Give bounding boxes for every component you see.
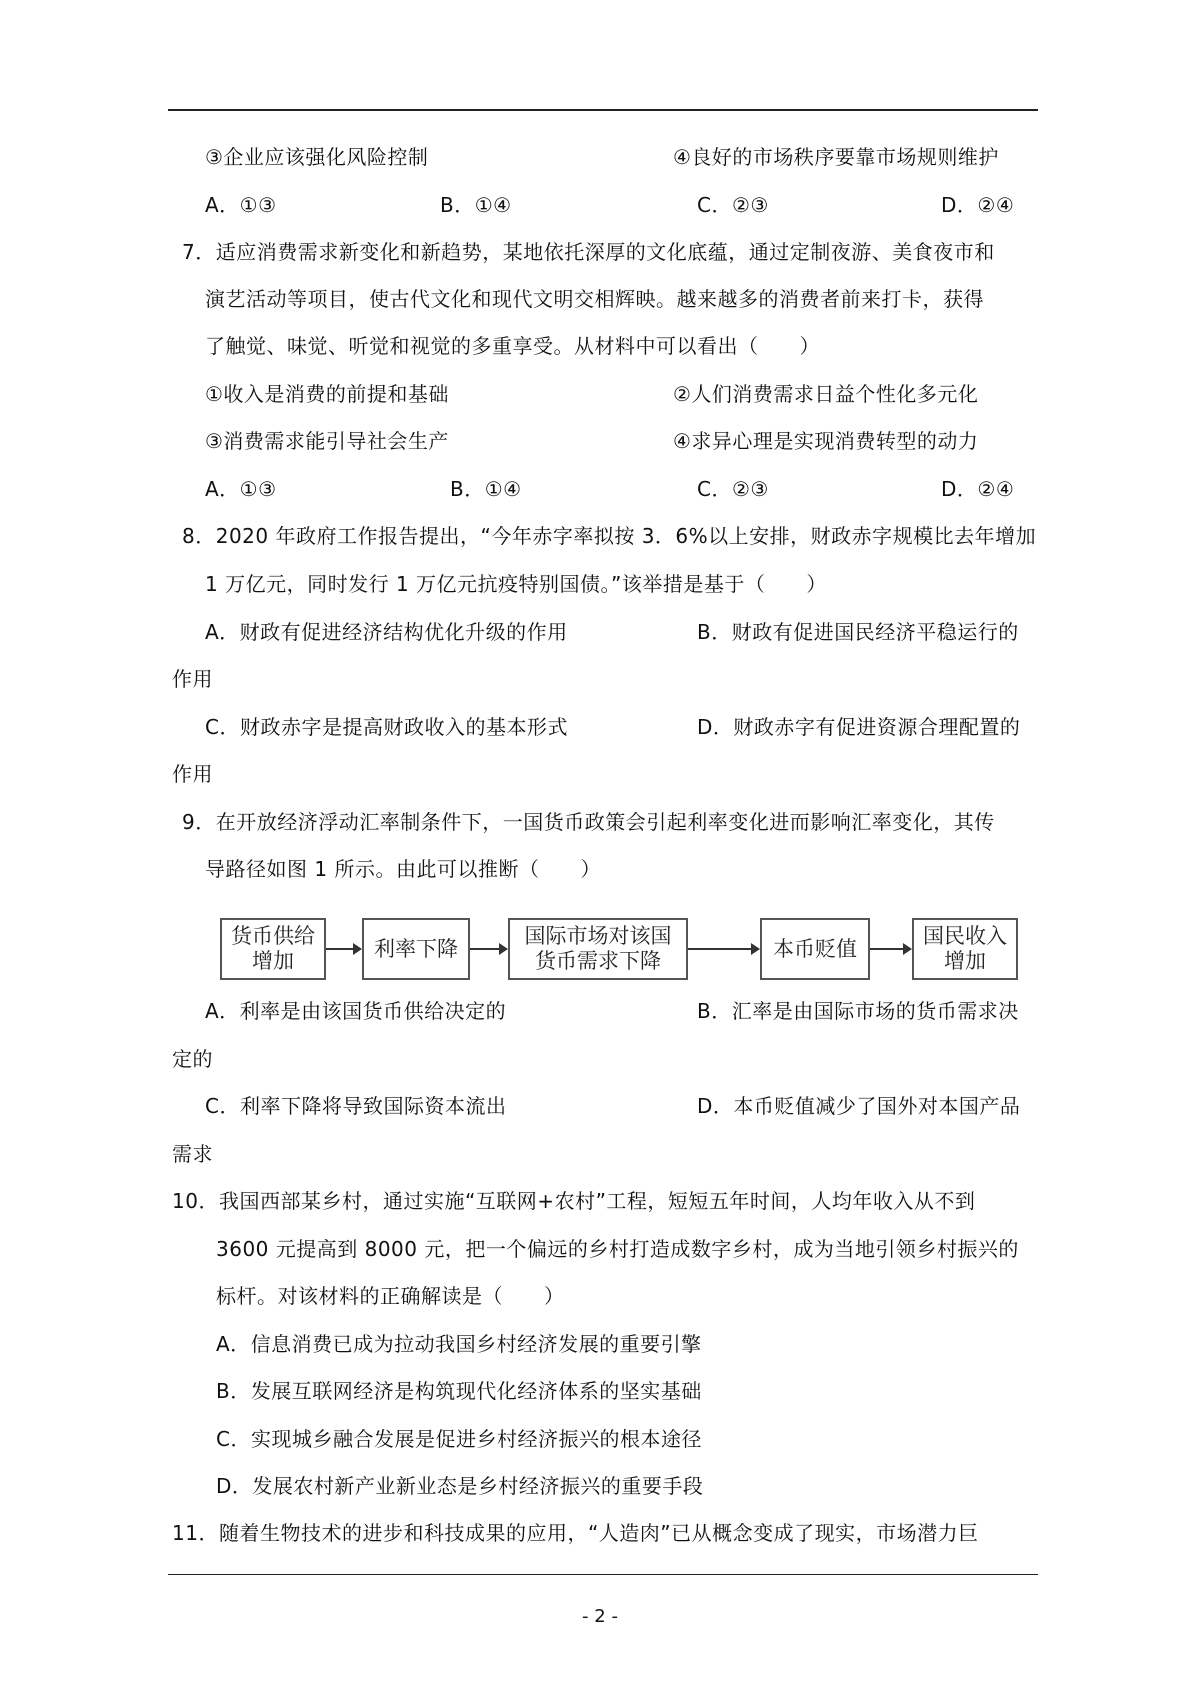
text-line-q7-d: D．②④ bbox=[941, 477, 1015, 501]
text-line-q8-l2: 1 万亿元，同时发行 1 万亿元抗疫特别国债。”该举措是基于（ ） bbox=[205, 572, 827, 596]
flow-box-5: 国民收入 增加 bbox=[912, 918, 1018, 980]
text-line-q11-l1: 11．随着生物技术的进步和科技成果的应用，“人造肉”已从概念变成了现实，市场潜力巨 bbox=[172, 1521, 979, 1545]
text-line-q7-a: A．①③ bbox=[205, 477, 277, 501]
text-line-q7-b: B．①④ bbox=[450, 477, 522, 501]
page-number: - 2 - bbox=[582, 1606, 618, 1627]
text-line-q6-c: C．②③ bbox=[697, 193, 769, 217]
text-line-q9-c: C．利率下降将导致国际资本流出 bbox=[205, 1094, 507, 1118]
text-line-q10-l3: 标杆。对该材料的正确解读是（ ） bbox=[216, 1284, 565, 1308]
text-line-q7-o4: ④求异心理是实现消费转型的动力 bbox=[673, 429, 979, 453]
text-line-q8-d: D．财政赤字有促进资源合理配置的 bbox=[697, 715, 1021, 739]
flow-arrow-icon-2 bbox=[470, 948, 506, 950]
text-line-q9-b: B．汇率是由国际市场的货币需求决 bbox=[697, 999, 1019, 1023]
text-line-q6-b: B．①④ bbox=[440, 193, 512, 217]
text-line-q6-d: D．②④ bbox=[941, 193, 1015, 217]
flow-box-2: 利率下降 bbox=[362, 918, 470, 980]
text-line-q7-c: C．②③ bbox=[697, 477, 769, 501]
flow-arrow-icon-4 bbox=[870, 948, 910, 950]
flow-box-1: 货币供给 增加 bbox=[220, 918, 326, 980]
text-line-q10-l2: 3600 元提高到 8000 元，把一个偏远的乡村打造成数字乡村，成为当地引领乡村振兴的 bbox=[216, 1237, 1019, 1261]
text-line-q6-o4: ④良好的市场秩序要靠市场规则维护 bbox=[673, 145, 999, 169]
text-line-q8-d2: 作用 bbox=[172, 762, 213, 786]
text-line-q8-l1: 8．2020 年政府工作报告提出，“今年赤字率拟按 3．6%以上安排，财政赤字规模比去年增加 bbox=[182, 524, 1037, 548]
text-line-q8-b: B．财政有促进国民经济平稳运行的 bbox=[697, 620, 1019, 644]
text-line-q7-l3: 了触觉、味觉、听觉和视觉的多重享受。从材料中可以看出（ ） bbox=[205, 334, 820, 358]
text-line-q9-l2: 导路径如图 1 所示。由此可以推断（ ） bbox=[205, 857, 601, 881]
text-line-q8-c: C．财政赤字是提高财政收入的基本形式 bbox=[205, 715, 568, 739]
flow-arrow-icon-3 bbox=[688, 948, 758, 950]
transmission-flowchart bbox=[220, 918, 1020, 982]
text-line-q8-a: A．财政有促进经济结构优化升级的作用 bbox=[205, 620, 568, 644]
text-line-q10-d: D．发展农村新产业新业态是乡村经济振兴的重要手段 bbox=[216, 1474, 704, 1498]
flow-box-4: 本币贬值 bbox=[760, 918, 870, 980]
header-rule bbox=[168, 109, 1038, 111]
text-line-q7-l1: 7．适应消费需求新变化和新趋势，某地依托深厚的文化底蕴，通过定制夜游、美食夜市和 bbox=[182, 240, 995, 264]
text-line-q6-a: A．①③ bbox=[205, 193, 277, 217]
flow-box-3: 国际市场对该国 货币需求下降 bbox=[508, 918, 688, 980]
footer-rule bbox=[168, 1574, 1038, 1575]
text-line-q7-o1: ①收入是消费的前提和基础 bbox=[205, 382, 449, 406]
text-line-q7-o3: ③消费需求能引导社会生产 bbox=[205, 429, 449, 453]
text-line-q10-c: C．实现城乡融合发展是促进乡村经济振兴的根本途径 bbox=[216, 1427, 702, 1451]
text-line-q10-l1: 10．我国西部某乡村，通过实施“互联网+农村”工程，短短五年时间，人均年收入从不到 bbox=[172, 1189, 976, 1213]
text-line-q7-o2: ②人们消费需求日益个性化多元化 bbox=[673, 382, 979, 406]
text-line-q8-b2: 作用 bbox=[172, 667, 213, 691]
text-line-q9-a: A．利率是由该国货币供给决定的 bbox=[205, 999, 507, 1023]
text-line-q9-b2: 定的 bbox=[172, 1047, 213, 1071]
text-line-q9-l1: 9．在开放经济浮动汇率制条件下，一国货币政策会引起利率变化进而影响汇率变化，其传 bbox=[182, 810, 995, 834]
text-line-q6-o3: ③企业应该强化风险控制 bbox=[205, 145, 429, 169]
text-line-q7-l2: 演艺活动等项目，使古代文化和现代文明交相辉映。越来越多的消费者前来打卡，获得 bbox=[205, 287, 984, 311]
text-line-q9-d2: 需求 bbox=[172, 1142, 213, 1166]
flow-arrow-icon-1 bbox=[326, 948, 360, 950]
text-line-q10-b: B．发展互联网经济是构筑现代化经济体系的坚实基础 bbox=[216, 1379, 702, 1403]
text-line-q9-d: D．本币贬值减少了国外对本国产品 bbox=[697, 1094, 1021, 1118]
text-line-q10-a: A．信息消费已成为拉动我国乡村经济发展的重要引擎 bbox=[216, 1332, 702, 1356]
